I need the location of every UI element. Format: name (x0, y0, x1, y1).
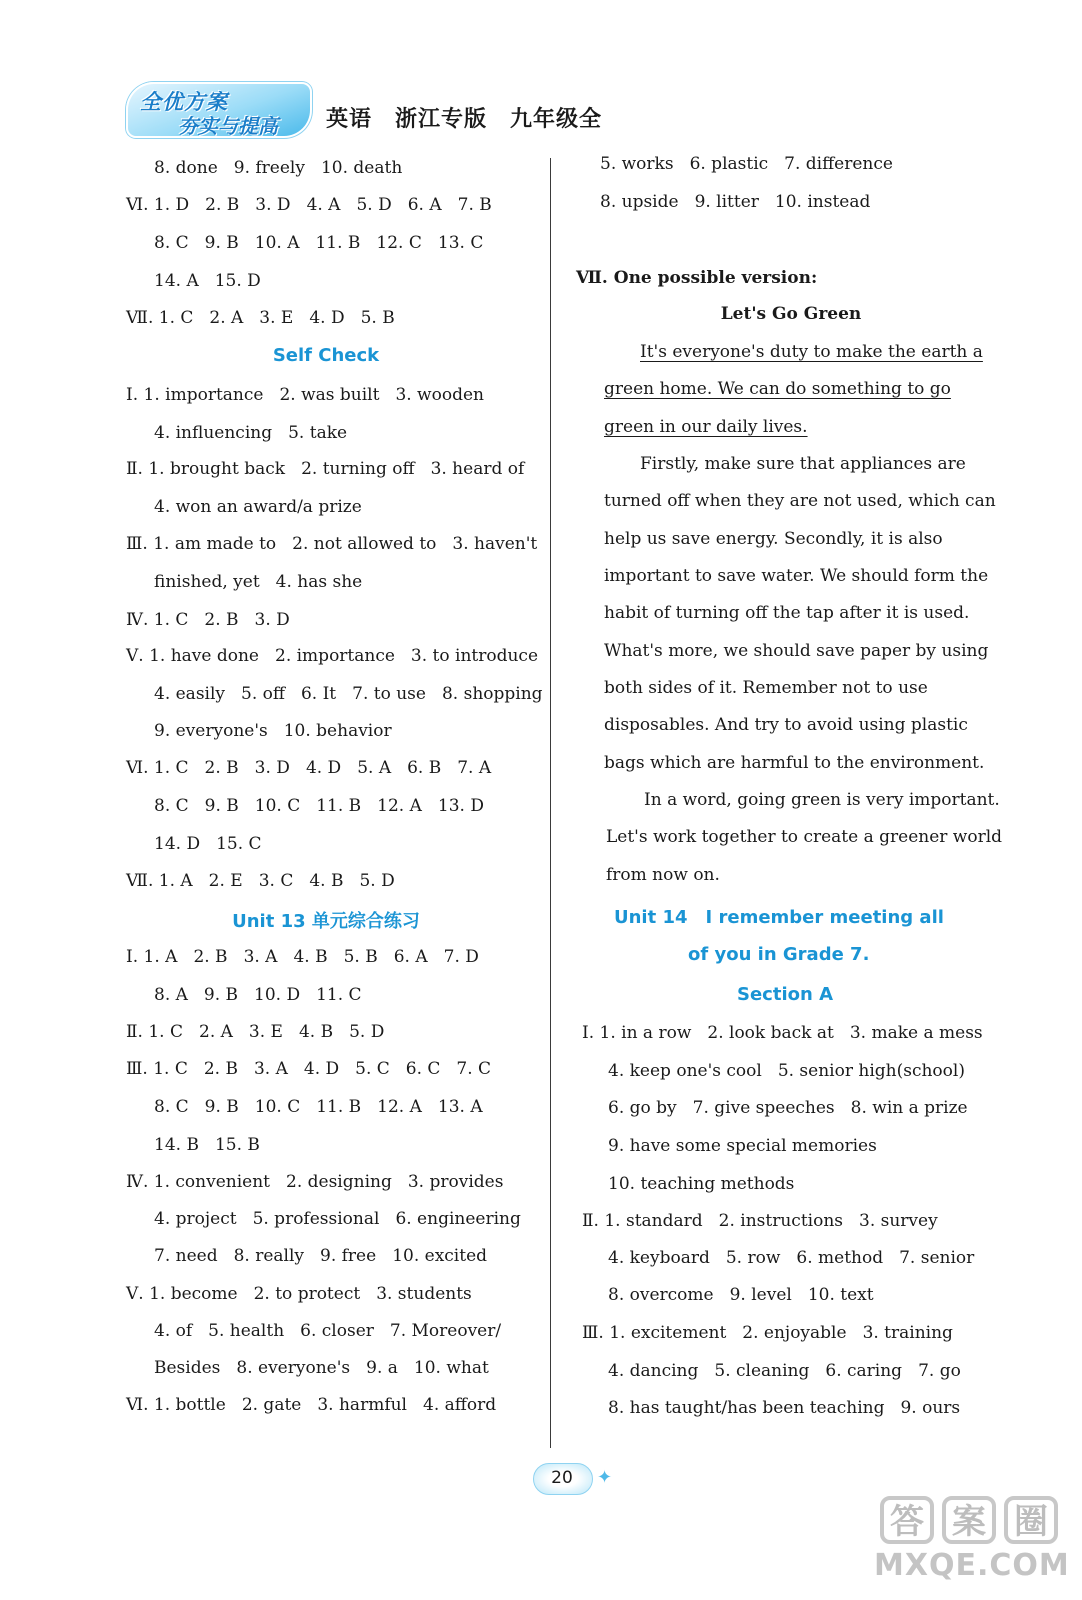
answer-item: Ⅲ. 1. excitement (582, 1323, 727, 1343)
answer-item: 9. B (203, 985, 239, 1005)
answer-item: 7. Moreover/ (389, 1321, 502, 1341)
answer-item: 10. teaching methods (608, 1174, 795, 1194)
answer-line (126, 308, 395, 328)
essay-line: In a word, going green is very important. (644, 790, 1000, 810)
answer-item: 2. turning off (301, 459, 415, 479)
answer-item: 6. plastic (689, 154, 769, 174)
answer-item: 3. training (862, 1323, 953, 1343)
essay-line: help us save energy. Secondly, it is also (604, 529, 943, 549)
answer-item: 4. B (309, 871, 344, 891)
answer-item: 9. everyone's (154, 721, 268, 741)
answer-item: 5. A (357, 758, 392, 778)
answer-item: 11. B (316, 1097, 362, 1117)
answer-item: 5. health (208, 1321, 285, 1341)
answer-item: Ⅳ. 1. convenient (126, 1172, 271, 1192)
answer-item: Ⅰ. 1. A (126, 947, 178, 967)
page-number-badge (527, 1463, 617, 1497)
answer-item: 4. D (309, 308, 345, 328)
answer-line (608, 1061, 965, 1081)
answer-item: 10. D (254, 985, 301, 1005)
answer-item: 8. win a prize (850, 1098, 968, 1118)
answer-item: 2. look back at (707, 1023, 834, 1043)
answer-item: Ⅶ. 1. C (126, 308, 194, 328)
answer-item: 5. D (349, 1022, 385, 1042)
answer-item: 4. D (305, 758, 342, 778)
answer-line (126, 1172, 503, 1192)
answer-line (126, 534, 537, 554)
answer-item: 3. students (376, 1284, 472, 1304)
answer-item: 7. go (918, 1361, 961, 1381)
watermark-text: MXQE.COM (874, 1548, 1070, 1583)
answer-line (126, 1022, 384, 1042)
section-heading: Self Check (272, 345, 380, 366)
answer-line (154, 158, 402, 178)
answer-item: Ⅶ. 1. A (126, 871, 193, 891)
answer-line (608, 1136, 877, 1156)
answer-item: Ⅲ. 1. C (126, 1059, 188, 1079)
answer-item: 3. E (248, 1022, 283, 1042)
answer-item: 7. D (443, 947, 479, 967)
answer-item: 7. senior (899, 1248, 975, 1268)
answer-item: Ⅰ. 1. in a row (582, 1023, 692, 1043)
answer-item: 8. shopping (441, 684, 543, 704)
logo-line-1: 全优方案 (140, 90, 228, 114)
section-heading: Unit 14 I remember meeting all (614, 907, 944, 928)
answer-item: 10. instead (774, 192, 871, 212)
answer-item: 10. C (254, 796, 301, 816)
answer-item: 15. D (214, 271, 261, 291)
answer-item: 9. freely (233, 158, 305, 178)
essay-line: from now on. (606, 865, 720, 885)
answer-line (600, 192, 870, 212)
answer-line (582, 1323, 953, 1343)
answer-item: 3. A (243, 947, 278, 967)
answer-item: 9. ours (900, 1398, 961, 1418)
section-heading: Ⅶ. One possible version: (576, 268, 818, 288)
answer-item: 2. B (205, 195, 240, 215)
answer-item: Besides (154, 1358, 221, 1378)
answer-item: Ⅵ. 1. C (126, 758, 189, 778)
answer-item: 2. A (209, 308, 244, 328)
page-header (126, 82, 646, 142)
answer-item: 10. excited (392, 1246, 488, 1266)
answer-item: Ⅲ. 1. am made to (126, 534, 277, 554)
answer-item: 2. enjoyable (742, 1323, 847, 1343)
answer-item: 9. litter (694, 192, 759, 212)
answer-item: 7. give speeches (692, 1098, 835, 1118)
answer-line (126, 1395, 496, 1415)
answer-item: Ⅱ. 1. standard (582, 1211, 703, 1231)
answer-item: 7. C (456, 1059, 492, 1079)
answer-line (126, 610, 290, 630)
answer-line (126, 1284, 472, 1304)
answer-item: 4. A (306, 195, 341, 215)
answer-item: 12. A (377, 1097, 422, 1117)
essay-line: Let's work together to create a greener world (606, 827, 1003, 847)
answer-item: 4. keep one's cool (608, 1061, 762, 1081)
essay-line: It's everyone's duty to make the earth a (640, 342, 983, 362)
answer-item: 13. A (437, 1097, 483, 1117)
answer-item: 5. professional (252, 1209, 380, 1229)
answer-item: 11. B (315, 233, 361, 253)
watermark-glyph: 案 (942, 1496, 996, 1544)
answer-item: 3. harmful (317, 1395, 407, 1415)
answer-item: 3. make a mess (849, 1023, 983, 1043)
page-number: 20 (551, 1468, 573, 1488)
answer-item: 3. heard of (430, 459, 525, 479)
answer-item: 3. wooden (395, 385, 484, 405)
answer-item: 3. to introduce (410, 646, 539, 666)
answer-item: 12. A (377, 796, 422, 816)
answer-item: 3. A (253, 1059, 288, 1079)
answer-item: 2. not allowed to (292, 534, 437, 554)
answer-item: 10. what (413, 1358, 489, 1378)
essay-line: green in our daily lives. (604, 417, 808, 437)
answer-line (154, 1135, 260, 1155)
answer-item: 4. B (293, 947, 328, 967)
answer-line (608, 1174, 794, 1194)
answer-item: Ⅱ. 1. brought back (126, 459, 286, 479)
answer-item: 5. senior high(school) (777, 1061, 965, 1081)
answer-item: Ⅴ. 1. become (126, 1284, 238, 1304)
answer-item: 4. project (154, 1209, 237, 1229)
answer-item: 6. method (796, 1248, 884, 1268)
answer-item: 8. C (154, 233, 189, 253)
answer-item: 6. C (405, 1059, 441, 1079)
answer-item: 8. overcome (608, 1285, 714, 1305)
essay-line: green home. We can do something to go (604, 379, 951, 399)
answer-item: 5. cleaning (714, 1361, 810, 1381)
book-title: 英语 浙江专版 九年级全 (326, 107, 603, 132)
answer-item: 4. keyboard (608, 1248, 710, 1268)
answer-item: 3. provides (407, 1172, 504, 1192)
answer-item: Ⅵ. 1. D (126, 195, 190, 215)
answer-item: 8. C (154, 1097, 189, 1117)
answer-line (126, 1059, 491, 1079)
section-heading: Unit 13 单元综合练习 (232, 911, 420, 932)
answer-item: 2. to protect (253, 1284, 361, 1304)
answer-item: Ⅳ. 1. C (126, 610, 189, 630)
answer-item: 14. D (154, 834, 201, 854)
answer-line (154, 423, 347, 443)
answer-item: 4. dancing (608, 1361, 699, 1381)
answer-item: 10. behavior (283, 721, 392, 741)
answer-item: 3. E (259, 308, 294, 328)
answer-line (126, 646, 538, 666)
answer-item: 12. C (376, 233, 422, 253)
answer-item: 6. It (300, 684, 337, 704)
answer-line (154, 1246, 487, 1266)
answer-item: 4. afford (423, 1395, 497, 1415)
answer-item: 10. text (807, 1285, 874, 1305)
essay-line: habit of turning off the tap after it is used. (604, 603, 970, 623)
answer-line (582, 1023, 983, 1043)
answer-item: 4. influencing (154, 423, 273, 443)
answer-item: 8. upside (600, 192, 679, 212)
essay-line: important to save water. We should form the (604, 566, 989, 586)
answer-item: 13. C (437, 233, 484, 253)
answer-item: 2. importance (275, 646, 395, 666)
answer-item: 2. gate (241, 1395, 302, 1415)
answer-line (126, 871, 395, 891)
answer-item: 3. D (255, 195, 291, 215)
answer-item: 8. C (154, 796, 189, 816)
answer-item: 14. B (154, 1135, 199, 1155)
logo-line-2: 夯实与提高 (178, 114, 278, 138)
answer-item: 9. a (366, 1358, 398, 1378)
answer-item: 11. B (316, 796, 362, 816)
answer-item: 9. B (204, 1097, 239, 1117)
answer-item: 4. D (303, 1059, 340, 1079)
answer-item: 3. haven't (452, 534, 538, 554)
section-heading: of you in Grade 7. (688, 944, 870, 965)
answer-item: 9. B (204, 796, 239, 816)
answer-item: 6. B (407, 758, 442, 778)
answer-item: 6. go by (608, 1098, 677, 1118)
answer-line (126, 195, 492, 215)
answer-line (608, 1098, 968, 1118)
answer-item: 4. has she (275, 572, 363, 592)
answer-item: 15. B (214, 1135, 260, 1155)
answer-line (154, 721, 392, 741)
answer-item: 2. B (204, 610, 239, 630)
answer-item: 6. caring (825, 1361, 903, 1381)
essay-line: both sides of it. Remember not to use (604, 678, 928, 698)
answer-item: 5. D (359, 871, 395, 891)
answer-item: Ⅴ. 1. have done (126, 646, 259, 666)
answer-item: Ⅵ. 1. bottle (126, 1395, 226, 1415)
answer-line (608, 1285, 874, 1305)
answer-item: 5. B (343, 947, 378, 967)
section-heading: Section A (737, 984, 833, 1005)
answer-line (600, 154, 893, 174)
answer-line (154, 572, 362, 592)
series-logo (126, 82, 312, 138)
answer-item: 10. death (320, 158, 403, 178)
answer-item: 9. have some special memories (608, 1136, 877, 1156)
answer-item: 8. A (154, 985, 188, 1005)
answer-item: 2. A (199, 1022, 233, 1042)
answer-item: 9. free (320, 1246, 377, 1266)
answer-item: 7. A (457, 758, 492, 778)
section-heading: Let's Go Green (720, 304, 862, 324)
essay-line: disposables. And try to avoid using plastic (604, 715, 968, 735)
answer-item: 5. B (360, 308, 395, 328)
answer-line (582, 1211, 938, 1231)
answer-line (126, 758, 491, 778)
answer-line (608, 1361, 961, 1381)
answer-line (608, 1248, 974, 1268)
answer-item: 3. C (258, 871, 294, 891)
sparkle-icon: ✦ (597, 1467, 613, 1488)
answer-line (126, 947, 479, 967)
essay-line: Firstly, make sure that appliances are (640, 454, 966, 474)
answer-line (154, 834, 262, 854)
answer-item: Ⅰ. 1. importance (126, 385, 264, 405)
essay-line: What's more, we should save paper by using (604, 641, 989, 661)
answer-item: 3. survey (859, 1211, 938, 1231)
answer-item: 2. was built (279, 385, 380, 405)
watermark-glyph: 圈 (1004, 1496, 1058, 1544)
answer-item: 4. B (298, 1022, 334, 1042)
answer-item: Ⅱ. 1. C (126, 1022, 183, 1042)
answer-item: 2. E (208, 871, 243, 891)
answer-line (126, 459, 524, 479)
answer-item: 8. done (154, 158, 218, 178)
answer-item: 8. has taught/has been teaching (608, 1398, 885, 1418)
answer-item: 5. D (356, 195, 392, 215)
answer-item: 8. really (233, 1246, 305, 1266)
answer-item: 14. A (154, 271, 199, 291)
answer-item: 2. instructions (718, 1211, 843, 1231)
column-divider (550, 158, 551, 1448)
watermark-logo (880, 1496, 1070, 1546)
answer-line (154, 684, 543, 704)
answer-item: 3. D (254, 610, 290, 630)
answer-item: 5. works (600, 154, 674, 174)
answer-line (154, 1321, 501, 1341)
answer-item: 4. easily (154, 684, 226, 704)
answer-item: 6. engineering (395, 1209, 521, 1229)
answer-line (154, 796, 484, 816)
answer-item: 11. C (316, 985, 362, 1005)
answer-item: 13. D (437, 796, 484, 816)
answer-line (154, 1097, 483, 1117)
answer-item: 2. B (204, 758, 239, 778)
answer-item: 4. won an award/a prize (154, 497, 362, 517)
answer-item: 2. B (193, 947, 228, 967)
answer-line (154, 271, 261, 291)
answer-item: 5. off (241, 684, 285, 704)
answer-line (608, 1398, 960, 1418)
answer-item: 15. C (216, 834, 262, 854)
answer-item: 8. everyone's (236, 1358, 351, 1378)
answer-item: 7. need (154, 1246, 218, 1266)
answer-line (154, 497, 362, 517)
answer-line (154, 1209, 521, 1229)
answer-item: 10. C (254, 1097, 301, 1117)
answer-item: 6. closer (300, 1321, 374, 1341)
essay-line: turned off when they are not used, which can (604, 491, 996, 511)
answer-line (154, 233, 483, 253)
answer-item: 7. B (457, 195, 492, 215)
answer-item: 10. A (254, 233, 300, 253)
answer-item: 5. row (725, 1248, 781, 1268)
answer-item: 7. difference (784, 154, 893, 174)
answer-item: 5. C (355, 1059, 390, 1079)
watermark-glyph: 答 (880, 1496, 934, 1544)
essay-line: bags which are harmful to the environment. (604, 753, 985, 773)
answer-item: 6. A (407, 195, 442, 215)
answer-item: 3. D (254, 758, 290, 778)
answer-item: 5. take (288, 423, 348, 443)
answer-item: 9. level (729, 1285, 792, 1305)
answer-item: 2. B (203, 1059, 238, 1079)
answer-item: finished, yet (154, 572, 260, 592)
answer-item: 4. of (154, 1321, 193, 1341)
answer-item: 6. A (393, 947, 428, 967)
answer-item: 2. designing (286, 1172, 392, 1192)
answer-item: 9. B (204, 233, 239, 253)
answer-item: 7. to use (352, 684, 426, 704)
answer-line (126, 385, 484, 405)
answer-line (154, 1358, 489, 1378)
answer-line (154, 985, 362, 1005)
